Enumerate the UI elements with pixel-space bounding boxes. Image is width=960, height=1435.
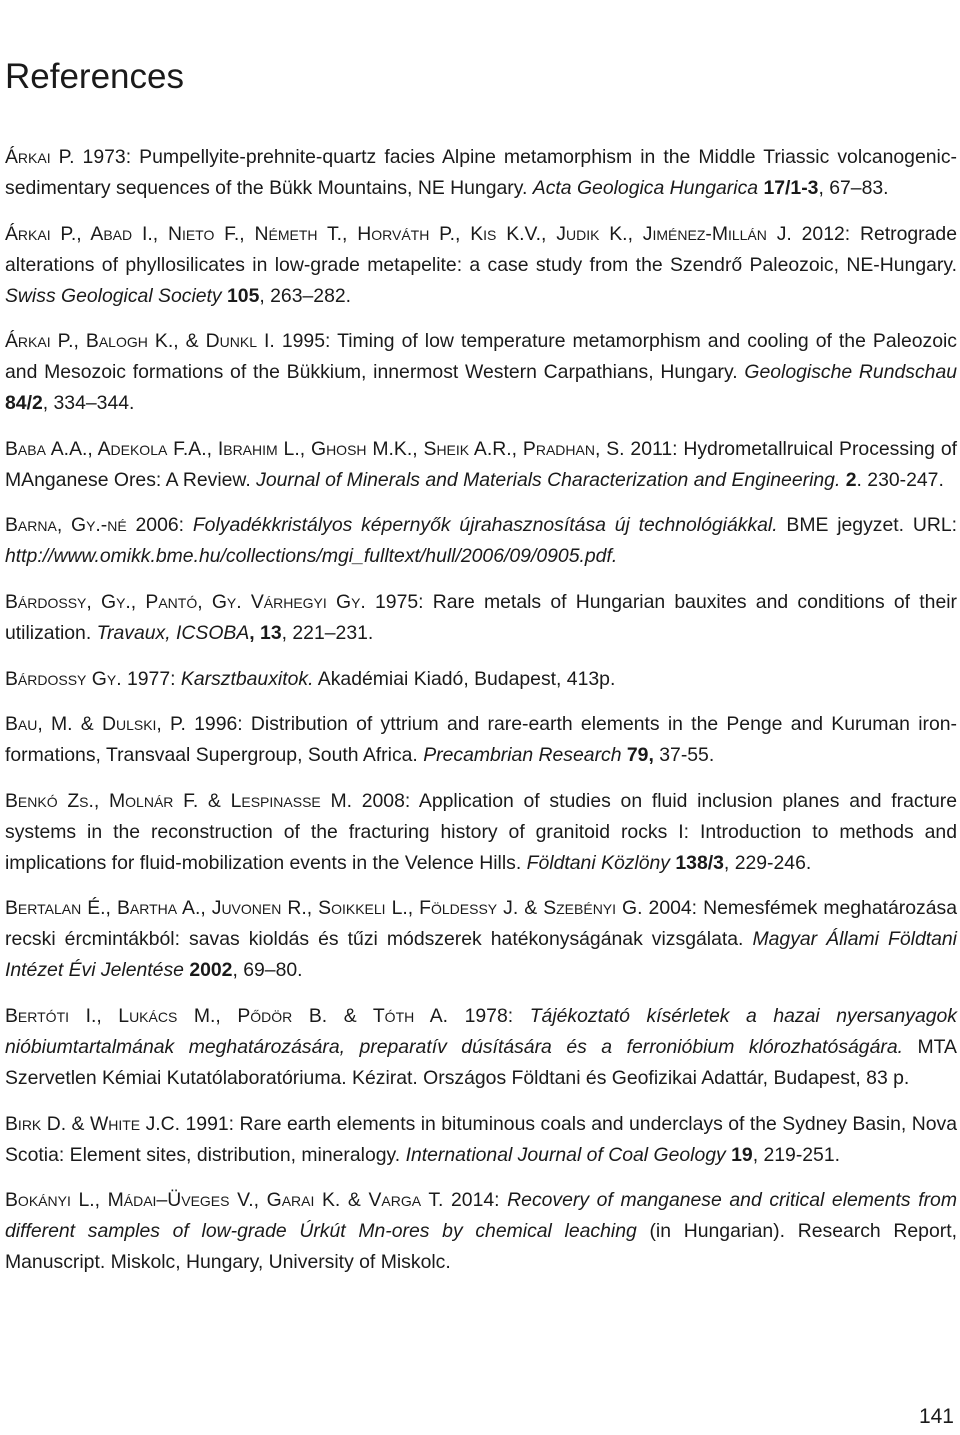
reference-entry <box>5 1109 957 1171</box>
reference-entry <box>5 1185 957 1278</box>
reference-text: 1973: Pumpellyite-prehnite-quartz facies Alpine metamorphism in the Middle Triassic volcanogenic-sedimentary sequences of the Bükk Mountains, NE Hungary. <box>5 146 957 199</box>
reference-entry <box>5 142 957 204</box>
reference-pages: 37-55. <box>653 744 715 767</box>
reference-list <box>5 142 957 1293</box>
reference-pages: BME jegyzet. URL: <box>777 514 958 537</box>
reference-entry <box>5 786 957 879</box>
reference-text: 1991: Rare earth elements in bituminous coals and underclays of the Sydney Basin, Nova Scotia: Element sites, distribution, mineralogy. <box>5 1112 957 1166</box>
reference-pages: (in Hungarian). Research Report, Manuscript. Miskolc, Hungary, University of Miskolc. <box>5 1220 957 1274</box>
reference-entry <box>5 709 957 771</box>
reference-entry <box>5 1001 957 1094</box>
reference-pages: , 69–80. <box>232 959 303 982</box>
reference-entry <box>5 587 957 649</box>
reference-volume: 105 <box>221 284 260 307</box>
reference-volume: 84/2 <box>5 392 43 415</box>
reference-authors: Barna, Gy.-né <box>5 514 127 537</box>
reference-entry <box>5 510 957 572</box>
reference-entry <box>5 326 957 419</box>
reference-pages: MTA Szervetlen Kémiai Kutatólaboratóriuma. Kézirat. Országos Földtani és Geofizikai Adattár, Budapest, 83 p. <box>5 1035 957 1089</box>
reference-pages: , 334–344. <box>42 392 135 415</box>
reference-journal: Tájékoztató kísérletek a hazai nyersanyagok nióbiumtartalmának meghatározására, preparatív dúsítására és a ferronióbium klórozhatóságára. <box>5 1004 957 1058</box>
reference-journal: Swiss Geological Society <box>5 284 222 307</box>
reference-text: 2012: Retrograde alterations of phyllosilicates in low-grade metapelite: a case study from the Szendrő Paleozoic, NE-Hungary. <box>5 222 957 276</box>
reference-journal: International Journal of Coal Geology <box>405 1143 726 1166</box>
reference-authors: Bau, M. & Dulski, P. <box>5 713 186 736</box>
reference-authors: Bárdossy Gy. <box>5 667 122 690</box>
reference-entry <box>5 219 957 312</box>
reference-journal: Travaux, ICSOBA <box>96 621 250 644</box>
reference-text: 2011: Hydrometallruical Processing of MAnganese Ores: A Review. <box>5 437 957 491</box>
reference-text: 2004: Nemesfémek meghatározása recski ércmintákból: savas kioldás és tűzi módszerek hatékonyságának vizsgálata. <box>5 897 957 951</box>
reference-authors: Bertalan É., Bartha A., Juvonen R., Soikkeli L., Földessy J. & Szebényi G. <box>5 897 643 920</box>
reference-text: 1995: Timing of low temperature metamorphism and cooling of the Paleozoic and Mesozoic formations of the Bükkium, innermost Western Carpathians, Hungary. <box>5 330 957 384</box>
reference-journal: Karsztbauxitok. <box>180 667 314 690</box>
reference-entry <box>5 434 957 496</box>
reference-entry <box>5 664 957 695</box>
reference-authors: Bárdossy, Gy., Pantó, Gy. Várhegyi Gy. <box>5 590 366 613</box>
reference-pages: . 230-247. <box>856 468 944 491</box>
reference-volume: 138/3 <box>670 851 724 874</box>
reference-authors: Árkai P., Balogh K., & Dunkl I. <box>5 330 275 353</box>
reference-text: 2014: <box>443 1189 508 1212</box>
reference-journal: Acta Geologica Hungarica <box>532 177 759 199</box>
reference-pages: Akadémiai Kiadó, Budapest, 413p. <box>313 667 616 690</box>
reference-pages: , 229-246. <box>723 851 812 874</box>
reference-volume: , 13 <box>249 621 282 644</box>
reference-pages: , 219-251. <box>752 1143 841 1166</box>
reference-pages: , 67–83. <box>818 177 889 199</box>
page-number: 141 <box>918 1405 954 1428</box>
reference-journal: Geologische Rundschau <box>744 361 958 384</box>
reference-journal: Magyar Állami Földtani Intézet Évi Jelentése <box>5 928 957 982</box>
reference-text: 1978: <box>448 1004 530 1027</box>
reference-volume: 19 <box>725 1143 753 1166</box>
reference-volume: 79, <box>621 744 654 767</box>
reference-text: 2006: <box>126 514 193 537</box>
reference-text: 1996: Distribution of yttrium and rare-earth elements in the Penge and Kuruman iron-formations, Transvaal Supergroup, South Africa. <box>5 713 957 767</box>
reference-journal: Folyadékkristályos képernyők újrahasznosítása új technológiákkal. <box>192 514 778 537</box>
reference-volume: 17/1-3 <box>758 177 819 199</box>
reference-authors: Benkó Zs., Molnár F. & Lespinasse M. <box>5 789 353 812</box>
reference-journal: Precambrian Research <box>423 744 622 767</box>
reference-journal: Journal of Minerals and Materials Characterization and Engineering. <box>256 468 841 491</box>
reference-authors: Árkai P., Abad I., Nieto F., Németh T., Horváth P., Kis K.V., Judik K., Jiménez-Millán J. <box>5 222 792 245</box>
reference-authors: Birk D. & White J.C. <box>5 1112 181 1135</box>
reference-journal: Recovery of manganese and critical elements from different samples of low-grade Úrkút Mn-ores by chemical leaching <box>5 1189 957 1243</box>
reference-authors: Bertóti I., Lukács M., Pődör B. & Tóth A. <box>5 1004 449 1027</box>
reference-volume: 2 <box>840 468 857 491</box>
reference-text: 2008: Application of studies on fluid inclusion planes and fracture systems in the reconstruction of the fracturing history of granitoid rocks I: Introduction to methods and implications for fluid-mobilization events in the Velence Hills. <box>5 789 958 874</box>
reference-volume: 2002 <box>183 959 233 982</box>
reference-pages: , 221–231. <box>281 621 374 644</box>
reference-entry <box>5 893 957 986</box>
reference-text: 1977: <box>121 667 181 690</box>
reference-authors: Baba A.A., Adekola F.A., Ibrahim L., Ghosh M.K., Sheik A.R., Pradhan, S. <box>5 437 625 460</box>
reference-text: 1975: Rare metals of Hungarian bauxites and conditions of their utilization. <box>5 590 957 644</box>
reference-url-link[interactable]: http://www.omikk.bme.hu/collections/mgi_fulltext/hull/2006/09/0905.pdf. <box>5 545 618 568</box>
page-title: References <box>5 57 184 96</box>
reference-authors: Árkai P. <box>5 146 75 168</box>
reference-authors: Bokányi L., Mádai–Üveges V., Garai K. & Varga T. <box>5 1189 444 1212</box>
reference-pages: , 263–282. <box>259 284 352 307</box>
reference-journal: Földtani Közlöny <box>526 851 670 874</box>
